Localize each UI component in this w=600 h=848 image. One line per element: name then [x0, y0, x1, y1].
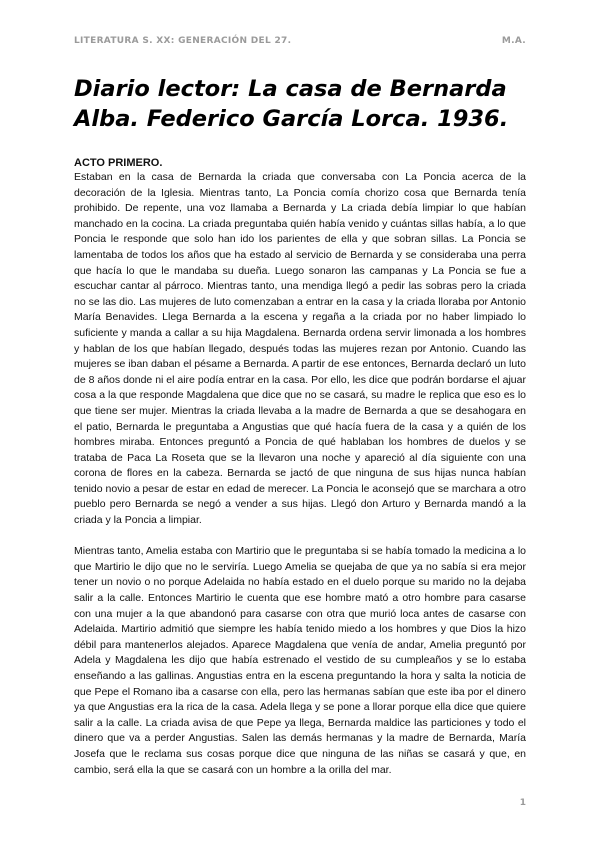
paragraph: Estaban en la casa de Bernarda la criada que conversaba con La Poncia acerca de la decoración de la Iglesia. Mientras tanto, La Poncia comía chorizo cosa que Bernarda tenía prohibido. De repente, una voz llamaba a Bernarda y La criada debía limpiar lo que habían manchado en la cocina. La criada preguntaba quién había venido y cuántas sillas había, a lo que Poncia le responde que solo han ido los parientes de ella y que sobran sillas. La Poncia se lamentaba de todos los años que ha estado al servicio de Bernarda y se consideraba una perra que hacía lo que le mandaba su dueña. Luego sonaron las campanas y La Poncia se fue a escuchar cantar al párroco. Mientras tanto, una mendiga llegó a pedir las sobras pero la criada no se las dio. Las mujeres de luto comenzaban a entrar en la casa y la criada lloraba por Antonio María Benavides. Llega Bernarda a la escena y regaña a la criada por no haber limpiado lo suficiente y manda a callar a su hija Magdalena. Bernarda ordena servir limonada a los hombres y hablan de los que habían llegado, después todas las mujeres rezan por Antonio. Cuando las mujeres se iban daban el pésame a Bernarda. A partir de ese entonces, Bernarda declaró un luto de 8 años donde ni el aire podía entrar en la casa. Por ello, les dice que podrán bordarse el ajuar cosa a la que responde Magdalena que dice que no se casará, su madre le replica que eso es lo que tiene ser mujer. Mientras la criada llevaba a la madre de Bernarda a que se desahogara en el patio, Bernarda le preguntaba a Angustias que qué hacía fuera de la casa y a quién de los hombres miraba. Entonces preguntó a Poncia de qué hablaban los hombres de duelos y se trataba de Paca La Roseta que se la llevaron una noche y apareció al día siguiente con una corona de flores en la cabeza. Bernarda se jactó de que ninguna de sus hijas nunca habían tenido novio a pesar de estar en edad de merecer. La Poncia le aconsejó que se marchara a otro pueblo pero Bernarda se negó a vender a sus hijas. Llegó don Arturo y Bernarda mandó a la criada y la Poncia a limpiar. [74, 171, 526, 527]
title-line-1: Diario lector: La casa de Bernarda [74, 76, 507, 102]
body-text [74, 170, 526, 778]
running-header [74, 36, 526, 46]
header-course-title: LITERATURA S. XX: GENERACIÓN DEL 27. [74, 36, 292, 46]
header-author-initials: M.A. [501, 36, 526, 46]
page-title [74, 74, 534, 134]
page-number: 1 [519, 798, 526, 808]
title-line-2: Alba. Federico García Lorca. 1936. [74, 106, 509, 132]
section-heading: ACTO PRIMERO. [74, 157, 163, 169]
paragraph: Mientras tanto, Amelia estaba con Martirio que le preguntaba si se había tomado la medicina a lo que Martirio le dijo que no le serviría. Luego Amelia se quejaba de que ya no sabía si era mejor tener un novio o no porque Adelaida no había estado en el duelo porque su marido no la dejaba salir a la calle. Entonces Martirio le cuenta que ese hombre mató a otro hombre para casarse con una mujer a la que abandonó para casarse con otra que murió loca antes de casarse con Adelaida. Martirio admitió que siempre les había tenido miedo a los hombres y que Dios la hizo débil para mantenerlos alejados. Aparece Magdalena que venía de andar, Amelia preguntó por Adela y Magdalena les dijo que había estrenado el vestido de su cumpleaños y se lo estaba enseñando a las gallinas. Angustias entra en la escena preguntando la hora y salta la noticia de que Pepe el Romano iba a casarse con ella, pero las hermanas sabían que este iba por el dinero ya que Angustias era la rica de la casa. Adela llega y se pone a llorar porque ella dice que quiere salir a la calle. La criada avisa de que Pepe ya llega, Bernarda maldice las particiones y todo el dinero que va a perder Angustias. Salen las demás hermanas y la madre de Bernarda, María Josefa que le reclama sus cosas porque dice que ninguna de las niñas se casará y que, en cambio, será ella la que se casará con un hombre a la orilla del mar. [74, 545, 526, 776]
